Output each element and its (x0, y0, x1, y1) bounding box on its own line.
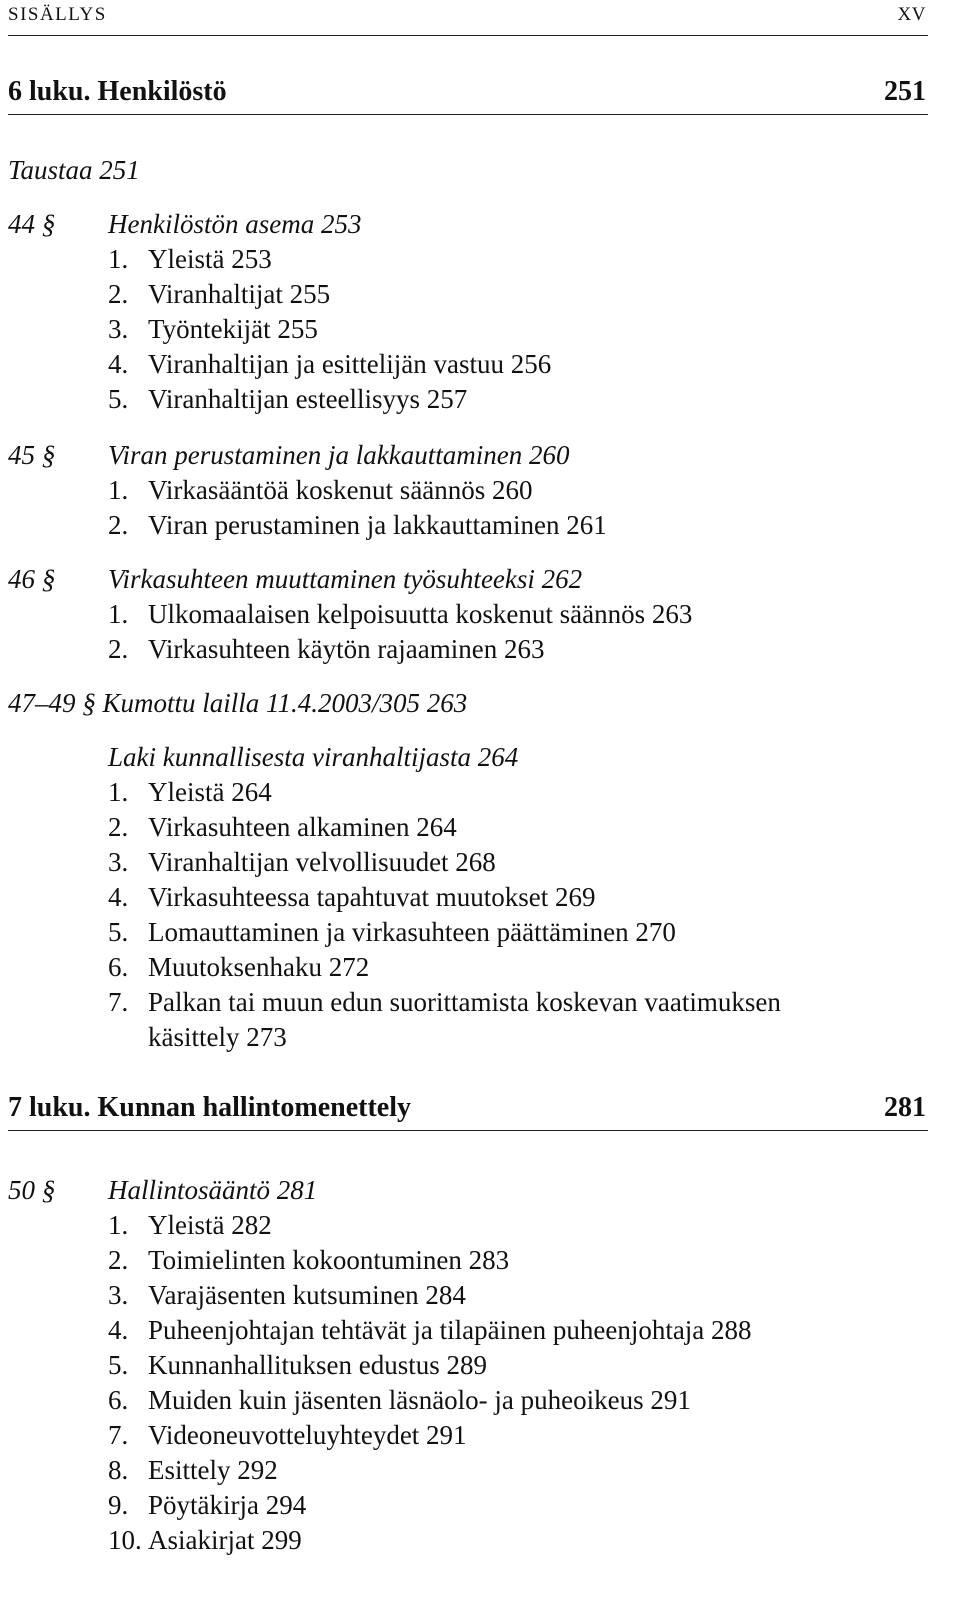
toc-item[interactable] (108, 1454, 278, 1486)
toc-item[interactable] (108, 846, 496, 878)
item-title: Virkasääntöä koskenut säännös 260 (148, 475, 533, 505)
toc-item[interactable] (108, 598, 692, 630)
chapter-heading[interactable] (8, 74, 928, 115)
toc-item[interactable] (108, 243, 272, 275)
toc-item[interactable] (108, 633, 545, 665)
item-title: Yleistä 264 (148, 777, 272, 807)
toc-item[interactable] (108, 1314, 752, 1346)
toc-item[interactable] (108, 1384, 691, 1416)
item-number: 1. (108, 1210, 129, 1240)
item-number: 9. (108, 1490, 129, 1520)
item-title: Pöytäkirja 294 (148, 1490, 307, 1520)
item-title: Esittely 292 (148, 1455, 278, 1485)
item-number: 4. (108, 349, 129, 379)
item-number: 1. (108, 475, 129, 505)
item-title: Asiakirjat 299 (148, 1525, 302, 1555)
item-number: 6. (108, 952, 129, 982)
item-title: Muiden kuin jäsenten läsnäolo- ja puheoikeus 291 (148, 1385, 691, 1415)
item-number: 2. (108, 1245, 129, 1275)
toc-item-continuation[interactable]: käsittely 273 (148, 1022, 287, 1052)
toc-item[interactable] (108, 1489, 306, 1521)
item-number: 3. (108, 314, 129, 344)
item-number: 1. (108, 777, 129, 807)
toc-item[interactable] (108, 509, 607, 541)
item-number: 7. (108, 987, 129, 1017)
item-title: Viranhaltijan ja esittelijän vastuu 256 (148, 349, 552, 379)
toc-item[interactable] (108, 1209, 272, 1241)
section-heading[interactable] (8, 687, 467, 719)
item-title: Viranhaltijan velvollisuudet 268 (148, 847, 496, 877)
section-number: 50 § (8, 1175, 56, 1205)
item-title: Videoneuvotteluyhteydet 291 (148, 1420, 467, 1450)
toc-item[interactable] (108, 1349, 487, 1381)
item-number: 5. (108, 1350, 129, 1380)
item-number: 8. (108, 1455, 129, 1485)
section-title: Laki kunnallisesta viranhaltijasta 264 (108, 742, 519, 772)
item-title: Viran perustaminen ja lakkauttaminen 261 (148, 510, 607, 540)
item-title: Ulkomaalaisen kelpoisuutta koskenut säännös 263 (148, 599, 693, 629)
running-head-title: SISÄLLYS (8, 4, 107, 25)
item-title: Palkan tai muun edun suorittamista koskevan vaatimuksen (148, 987, 781, 1017)
section-number: 46 § (8, 564, 56, 594)
toc-item[interactable] (108, 313, 318, 345)
section-title: Kumottu lailla 11.4.2003/305 263 (102, 688, 468, 718)
item-number: 3. (108, 847, 129, 877)
toc-item[interactable] (108, 348, 551, 380)
section-title: Virkasuhteen muuttaminen työsuhteeksi 262 (108, 564, 583, 594)
item-title: Yleistä 282 (148, 1210, 272, 1240)
item-number: 5. (108, 384, 129, 414)
chapter-title: 7 luku. Kunnan hallintomenettely (8, 1092, 411, 1123)
item-number: 7. (108, 1420, 129, 1450)
item-number: 10. (108, 1525, 142, 1555)
item-title: Puheenjohtajan tehtävät ja tilapäinen puheenjohtaja 288 (148, 1315, 752, 1345)
item-number: 3. (108, 1280, 129, 1310)
section-title: Henkilöstön asema 253 (108, 209, 362, 239)
toc-item[interactable] (108, 811, 457, 843)
item-number: 2. (108, 279, 129, 309)
toc-item[interactable] (108, 776, 272, 808)
item-title: Virkasuhteen käytön rajaaminen 263 (148, 634, 545, 664)
toc-item[interactable] (108, 951, 369, 983)
toc-item[interactable] (108, 1524, 302, 1556)
toc-item[interactable] (108, 1279, 466, 1311)
item-number: 4. (108, 882, 129, 912)
item-title: Viranhaltijan esteellisyys 257 (148, 384, 468, 414)
toc-item[interactable] (108, 916, 676, 948)
section-number: 47–49 § (8, 688, 96, 718)
chapter-page: 281 (884, 1092, 926, 1123)
section-title: Hallintosääntö 281 (108, 1175, 318, 1205)
chapter-heading[interactable] (8, 1090, 928, 1131)
toc-entry-taustaa[interactable]: Taustaa 251 (8, 155, 140, 185)
item-number: 2. (108, 510, 129, 540)
item-title: Toimielinten kokoontuminen 283 (148, 1245, 510, 1275)
item-title: Yleistä 253 (148, 244, 272, 274)
item-number: 2. (108, 634, 129, 664)
toc-item[interactable] (108, 1244, 509, 1276)
page-number: XV (897, 4, 926, 25)
section-number: 45 § (8, 440, 56, 470)
toc-item[interactable] (108, 986, 781, 1018)
item-title: Varajäsenten kutsuminen 284 (148, 1280, 466, 1310)
toc-item[interactable] (108, 474, 533, 506)
toc-item[interactable] (108, 278, 330, 310)
item-title: Virkasuhteessa tapahtuvat muutokset 269 (148, 882, 596, 912)
chapter-title: 6 luku. Henkilöstö (8, 76, 227, 107)
section-number: 44 § (8, 209, 56, 239)
item-number: 1. (108, 244, 129, 274)
item-title: Kunnanhallituksen edustus 289 (148, 1350, 487, 1380)
item-number: 5. (108, 917, 129, 947)
item-title: Virkasuhteen alkaminen 264 (148, 812, 457, 842)
item-number: 1. (108, 599, 129, 629)
item-title: Muutoksenhaku 272 (148, 952, 370, 982)
running-head (8, 0, 928, 36)
item-number: 2. (108, 812, 129, 842)
toc-item[interactable] (108, 1419, 467, 1451)
section-title: Viran perustaminen ja lakkauttaminen 260 (108, 440, 570, 470)
toc-item[interactable] (108, 881, 596, 913)
item-title: Lomauttaminen ja virkasuhteen päättäminen 270 (148, 917, 676, 947)
chapter-page: 251 (884, 76, 926, 107)
item-title: Viranhaltijat 255 (148, 279, 331, 309)
item-number: 4. (108, 1315, 129, 1345)
toc-item[interactable] (108, 383, 467, 415)
item-number: 6. (108, 1385, 129, 1415)
item-title: Työntekijät 255 (148, 314, 318, 344)
